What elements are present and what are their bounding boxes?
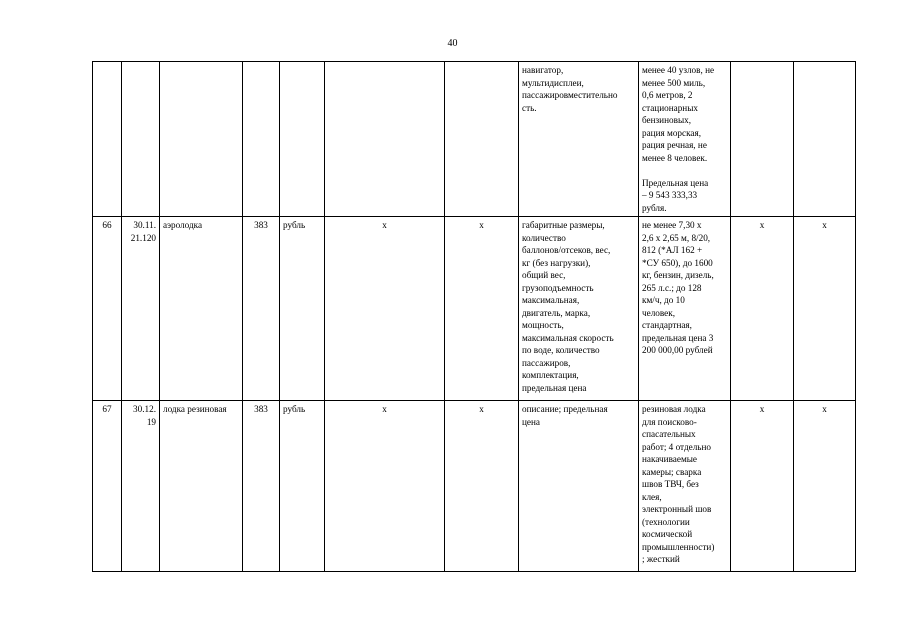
- okpd-code: 30.12. 19: [122, 401, 160, 572]
- cell-x: [794, 62, 856, 217]
- cell-x: х: [731, 217, 794, 401]
- procurement-table: [92, 61, 856, 572]
- unit-name: рубль: [280, 401, 325, 572]
- cell-x: [325, 62, 445, 217]
- item-name: лодка резиновая: [160, 401, 243, 572]
- okpd-code: 30.11. 21.120: [122, 217, 160, 401]
- characteristic-values: не менее 7,30 х 2,6 х 2,65 м, 8/20, 812 (*АЛ 162 + *СУ 650), до 1600 кг, бензин, дизель, 265 л.с.; до 128 км/ч, до 10 человек, стандартная, предельная цена 3 200 000,00 рублей: [639, 217, 731, 401]
- cell-x: х: [325, 401, 445, 572]
- okei-code: 383: [243, 401, 280, 572]
- characteristics: навигатор, мультидисплеи, пассажировместительно сть.: [519, 62, 639, 217]
- table-row: [93, 401, 856, 572]
- row-number: [93, 62, 122, 217]
- okei-code: [243, 62, 280, 217]
- characteristic-values: резиновая лодка для поисково- спасательных работ; 4 отдельно накачиваемые камеры; сварка швов ТВЧ, без клея, электронный шов (технологии космической промышленности) ; жесткий: [639, 401, 731, 572]
- cell-x: х: [731, 401, 794, 572]
- cell-x: х: [794, 401, 856, 572]
- page-number: 40: [447, 38, 458, 49]
- cell-x: х: [325, 217, 445, 401]
- table-row: [93, 62, 856, 217]
- characteristics: описание; предельная цена: [519, 401, 639, 572]
- item-name: аэролодка: [160, 217, 243, 401]
- okpd-code: [122, 62, 160, 217]
- okei-code: 383: [243, 217, 280, 401]
- cell-x: х: [445, 401, 519, 572]
- unit-name: рубль: [280, 217, 325, 401]
- cell-x: х: [794, 217, 856, 401]
- cell-x: х: [445, 217, 519, 401]
- unit-name: [280, 62, 325, 217]
- row-number: 67: [93, 401, 122, 572]
- item-name: [160, 62, 243, 217]
- characteristic-values: менее 40 узлов, не менее 500 миль, 0,6 метров, 2 стационарных бензиновых, рация морская, рация речная, не менее 8 человек. Предельная цена – 9 543 333,33 рубля.: [639, 62, 731, 217]
- characteristics: габаритные размеры, количество баллонов/отсеков, вес, кг (без нагрузки), общий вес, грузоподъемность максимальная, двигатель, марка, мощность, максимальная скорость по воде, количество пассажиров, комплектация, предельная цена: [519, 217, 639, 401]
- cell-x: [445, 62, 519, 217]
- row-number: 66: [93, 217, 122, 401]
- cell-x: [731, 62, 794, 217]
- table-row: [93, 217, 856, 401]
